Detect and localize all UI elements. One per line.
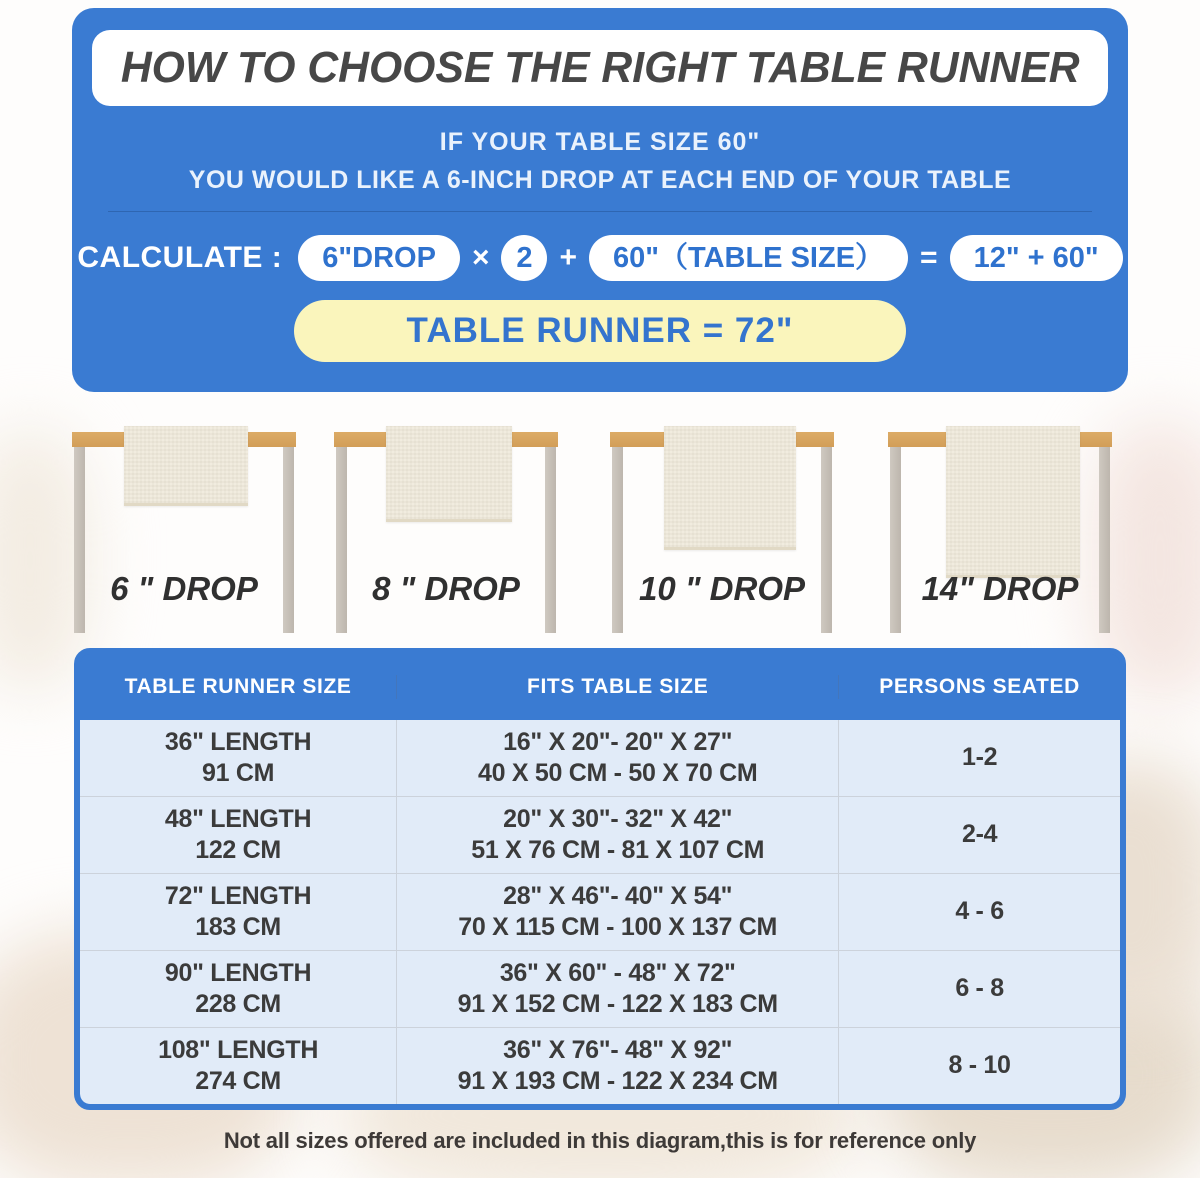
table-figure-8-drop [334,420,558,638]
table-row [80,951,1120,1028]
title-box [92,30,1108,106]
header-persons-seated: PERSONS SEATED [879,675,1080,698]
table-row [80,874,1120,951]
persons-cell: 1-2 [961,743,998,772]
size-chart-body [80,720,1120,1104]
size-chart-header [80,654,1120,720]
intro-line-2: YOU WOULD LIKE A 6-INCH DROP AT EACH END OF YOUR TABLE [188,166,1012,194]
table-figure-14-drop [888,420,1112,638]
table-figure-6-drop [72,420,296,638]
fits-size-cell: 36" X 60" - 48" X 72" 91 X 152 CM - 122 X 183 CM [397,951,839,1027]
footer-note: Not all sizes offered are included in this diagram,this is for reference only [223,1128,977,1153]
persons-cell: 8 - 10 [948,1051,1011,1080]
table-row [80,797,1120,874]
drop-label: 10 " DROP [638,570,806,607]
header-banner [72,8,1128,392]
runner-size-cell: 90" LENGTH 228 CM [80,951,397,1027]
header-runner-size: TABLE RUNNER SIZE [80,675,397,699]
result-pill [294,300,906,362]
drop-label: 6 " DROP [110,570,258,607]
times-operator: × [471,241,490,274]
drop-value-pill: 6"DROP [298,235,460,281]
size-chart [74,648,1126,1110]
multiplier-circle: 2 [501,235,547,281]
calculate-label: CALCULATE : [77,241,283,274]
table-figure-10-drop [610,420,834,638]
table-row [80,1028,1120,1104]
table-size-pill: 60"（TABLE SIZE） [589,235,908,281]
sum-pill: 12" + 60" [950,235,1123,281]
drop-label: 14" DROP [921,570,1079,607]
table-runner-drape [386,426,512,522]
equals-operator: = [920,241,938,274]
banner-divider [108,211,1092,212]
fits-size-cell: 16" X 20"- 20" X 27" 40 X 50 CM - 50 X 70 CM [397,720,839,796]
table-row [80,720,1120,797]
fits-size-cell: 36" X 76"- 48" X 92" 91 X 193 CM - 122 X 234 CM [397,1028,839,1104]
table-runner-drape [946,426,1080,578]
runner-size-cell: 36" LENGTH 91 CM [80,720,397,796]
fits-size-cell: 20" X 30"- 32" X 42" 51 X 76 CM - 81 X 107 CM [397,797,839,873]
table-runner-drape [664,426,796,550]
intro-line-1: IF YOUR TABLE SIZE 60" [439,128,761,156]
calculation-row [72,234,1128,282]
persons-cell: 4 - 6 [955,897,1004,926]
plus-operator: + [559,241,578,274]
page-title: HOW TO CHOOSE THE RIGHT TABLE RUNNER [120,43,1080,92]
persons-cell: 2-4 [961,820,998,849]
persons-cell: 6 - 8 [955,974,1004,1003]
drop-figures [0,420,1200,638]
drop-label: 8 " DROP [372,570,520,607]
result-text: TABLE RUNNER = 72" [406,311,794,350]
runner-size-cell: 108" LENGTH 274 CM [80,1028,397,1104]
runner-size-cell: 48" LENGTH 122 CM [80,797,397,873]
table-runner-drape [124,426,248,506]
fits-size-cell: 28" X 46"- 40" X 54" 70 X 115 CM - 100 X 137 CM [397,874,839,950]
runner-size-cell: 72" LENGTH 183 CM [80,874,397,950]
header-fits-table-size: FITS TABLE SIZE [397,675,839,699]
